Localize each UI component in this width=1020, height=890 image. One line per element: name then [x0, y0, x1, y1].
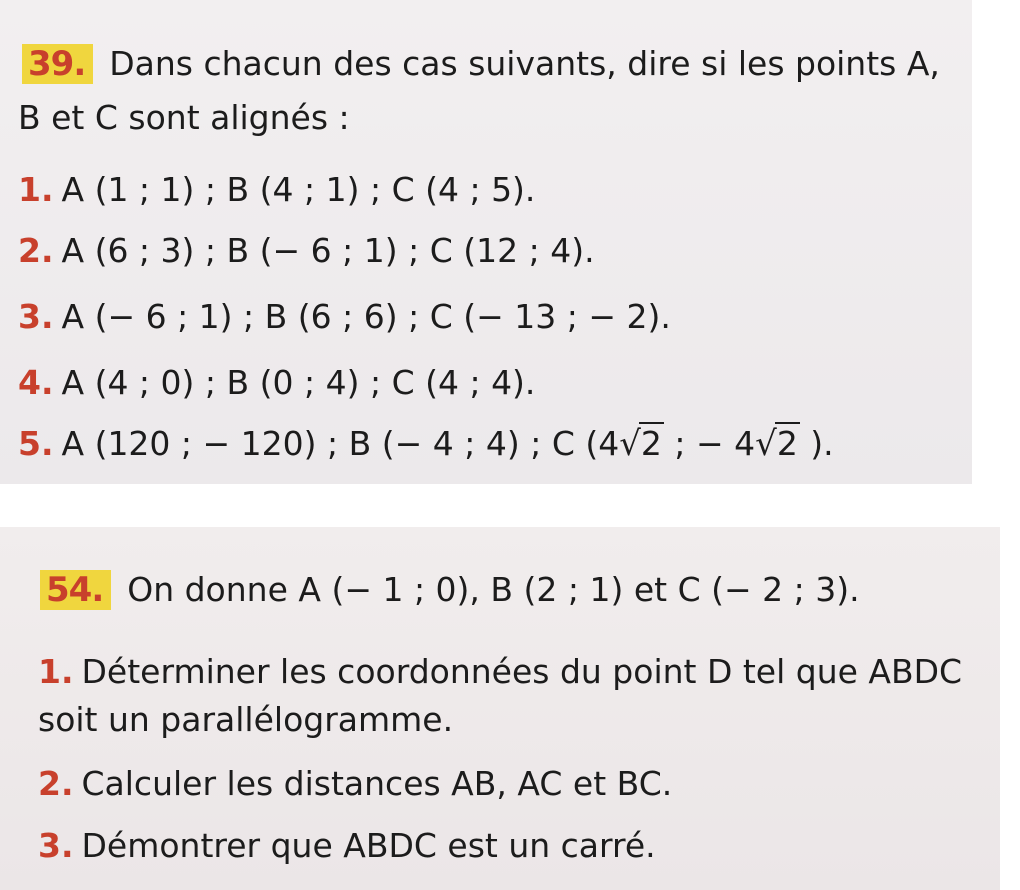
ex39-item-5-radicand-1: 2 [640, 424, 662, 463]
ex39-item-4-text: A (4 ; 0) ; B (0 ; 4) ; C (4 ; 4). [61, 363, 536, 402]
ex39-item-3-number: 3. [18, 297, 54, 336]
ex54-item-3-text: Démontrer que ABDC est un carré. [81, 826, 656, 865]
ex39-item-1-text: A (1 ; 1) ; B (4 ; 1) ; C (4 ; 5). [61, 170, 536, 209]
ex39-item-3-text: A (− 6 ; 1) ; B (6 ; 6) ; C (− 13 ; − 2). [61, 297, 671, 336]
ex39-item-3 [18, 297, 671, 337]
ex39-number-badge: 39. [22, 44, 93, 84]
ex39-item-2-number: 2. [18, 231, 54, 270]
ex54-item-3-number: 3. [38, 826, 74, 865]
ex39-item-4 [18, 363, 535, 403]
ex39-item-4-number: 4. [18, 363, 54, 402]
ex54-item-3 [38, 826, 656, 866]
ex54-item-1 [38, 652, 962, 692]
ex39-item-5-text-a: A (120 ; − 120) ; B (− 4 ; 4) ; C (4 [61, 424, 620, 463]
ex39-item-5-number: 5. [18, 424, 54, 463]
ex39-item-2 [18, 231, 595, 271]
ex39-item-5-text-b: ; − 4 [663, 424, 756, 463]
ex39-item-5-text-c: ). [799, 424, 834, 463]
radical-sign-icon: √ [755, 424, 777, 464]
ex54-item-2-number: 2. [38, 764, 74, 803]
ex39-item-1-number: 1. [18, 170, 54, 209]
ex39-item-5-sqrt-2 [755, 424, 800, 464]
ex54-item-2-text: Calculer les distances AB, AC et BC. [81, 764, 673, 803]
ex39-intro-text-1: Dans chacun des cas suivants, dire si les points A, [109, 44, 940, 83]
ex54-item-2 [38, 764, 672, 804]
ex39-intro-line1 [22, 44, 940, 84]
ex39-item-5-radicand-2: 2 [776, 424, 798, 463]
ex54-item-1-text-2: soit un parallélogramme. [38, 700, 454, 739]
ex54-item-1-number: 1. [38, 652, 74, 691]
radical-sign-icon: √ [619, 424, 641, 464]
ex54-intro-text: On donne A (− 1 ; 0), B (2 ; 1) et C (− 2 ; 3). [127, 570, 860, 609]
ex39-item-5 [18, 424, 834, 464]
ex39-item-5-sqrt-1 [619, 424, 664, 464]
ex54-number-badge: 54. [40, 570, 111, 610]
ex54-item-1-continued [38, 700, 453, 740]
ex54-item-1-text: Déterminer les coordonnées du point D tel que ABDC [81, 652, 963, 691]
ex39-item-1 [18, 170, 535, 210]
ex54-intro [40, 570, 860, 610]
ex39-item-2-text: A (6 ; 3) ; B (− 6 ; 1) ; C (12 ; 4). [61, 231, 595, 270]
ex39-intro-line2: B et C sont alignés : [18, 98, 350, 137]
